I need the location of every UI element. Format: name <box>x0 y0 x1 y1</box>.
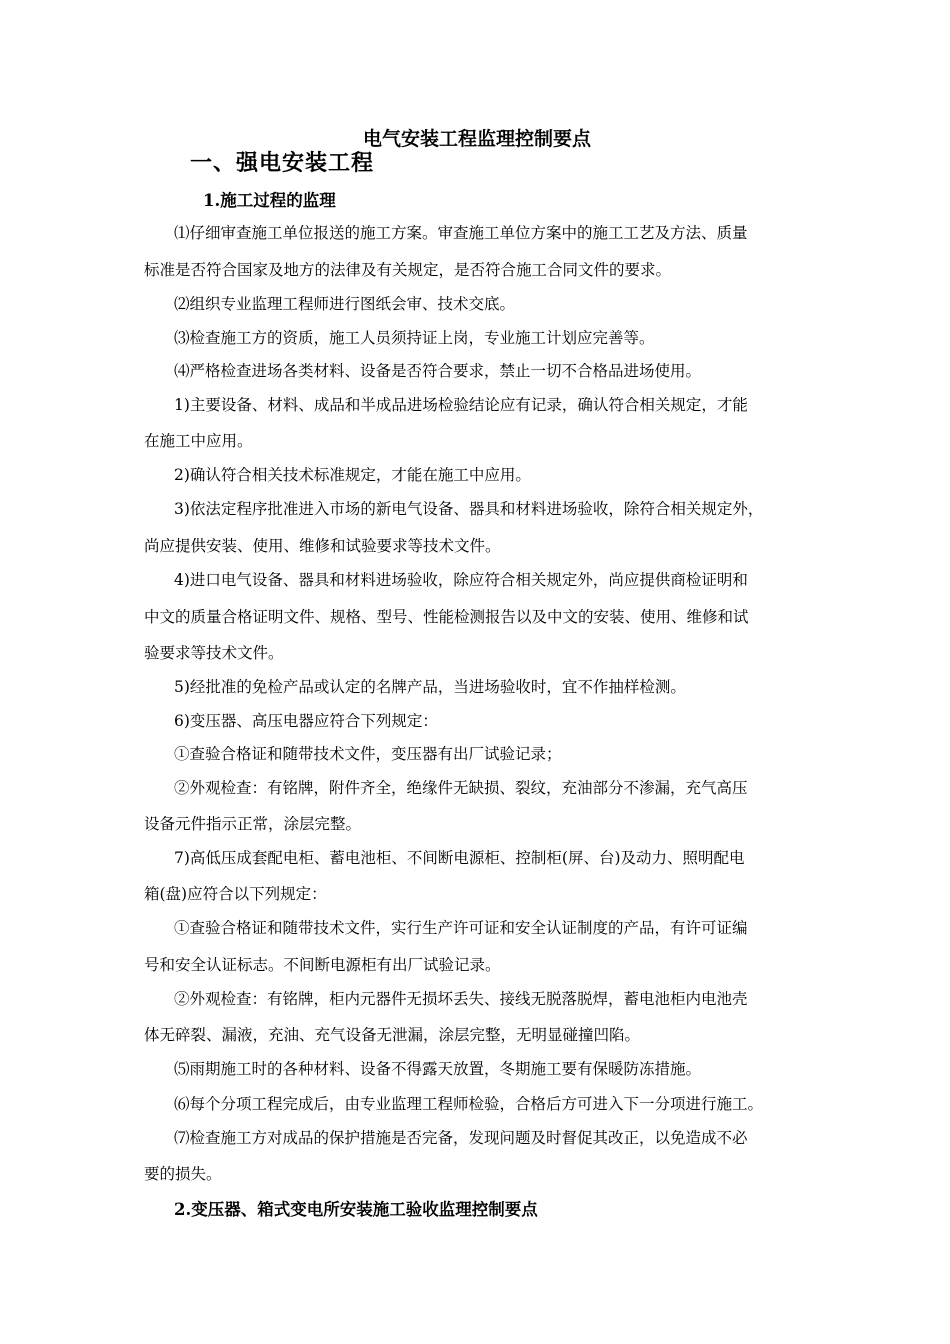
paragraph-line: ⑹每个分项工程完成后，由专业监理工程师检验，合格后方可进入下一分项进行施工。 <box>174 1095 764 1113</box>
paragraph-line: ①查验合格证和随带技术文件，变压器有出厂试验记录； <box>174 745 562 763</box>
paragraph-line: 1)主要设备、材料、成品和半成品进场检验结论应有记录，确认符合相关规定，才能 <box>174 396 748 414</box>
paragraph-line: ⑷严格检查进场各类材料、设备是否符合要求，禁止一切不合格品进场使用。 <box>174 362 702 380</box>
section-heading: 一、强电安装工程 <box>190 150 375 176</box>
paragraph-line: 2)确认符合相关技术标准规定，才能在施工中应用。 <box>174 466 531 484</box>
paragraph-line: 尚应提供安装、使用、维修和试验要求等技术文件。 <box>144 537 501 555</box>
paragraph-line: 验要求等技术文件。 <box>144 644 284 662</box>
document-title: 电气安装工程监理控制要点 <box>363 128 592 150</box>
paragraph-line: 要的损失。 <box>144 1165 222 1183</box>
paragraph-line: ⑶检查施工方的资质，施工人员须持证上岗，专业施工计划应完善等。 <box>174 329 655 347</box>
paragraph-line: ②外观检查：有铭牌，附件齐全，绝缘件无缺损、裂纹，充油部分不渗漏，充气高压 <box>174 779 748 797</box>
paragraph-line: ②外观检查：有铭牌，柜内元器件无损坏丢失、接线无脱落脱焊，蓄电池柜内电池壳 <box>174 990 748 1008</box>
paragraph-line: 中文的质量合格证明文件、规格、型号、性能检测报告以及中文的安装、使用、维修和试 <box>144 608 749 626</box>
paragraph-line: ⑵组织专业监理工程师进行图纸会审、技术交底。 <box>174 295 516 313</box>
paragraph-line: 3)依法定程序批准进入市场的新电气设备、器具和材料进场验收，除符合相关规定外， <box>174 500 764 518</box>
paragraph-line: 7)高低压成套配电柜、蓄电池柜、不间断电源柜、控制柜(屏、台)及动力、照明配电 <box>174 849 745 867</box>
paragraph-line: ①查验合格证和随带技术文件，实行生产许可证和安全认证制度的产品，有许可证编 <box>174 919 748 937</box>
paragraph-line: ⑴仔细审查施工单位报送的施工方案。审查施工单位方案中的施工工艺及方法、质量 <box>174 224 748 242</box>
paragraph-line: ⑸雨期施工时的各种材料、设备不得露天放置，冬期施工要有保暖防冻措施。 <box>174 1060 702 1078</box>
paragraph-line: 4)进口电气设备、器具和材料进场验收，除应符合相关规定外，尚应提供商检证明和 <box>174 571 748 589</box>
paragraph-line: 箱(盘)应符合以下列规定： <box>144 885 327 903</box>
paragraph-line: ⑺检查施工方对成品的保护措施是否完备，发现问题及时督促其改正，以免造成不必 <box>174 1129 748 1147</box>
paragraph-line: 设备元件指示正常，涂层完整。 <box>144 815 362 833</box>
paragraph-line: 6)变压器、高压电器应符合下列规定： <box>174 712 438 730</box>
paragraph-line: 号和安全认证标志。不间断电源柜有出厂试验记录。 <box>144 956 501 974</box>
subsection-heading-2: 2.变压器、箱式变电所安装施工验收监理控制要点 <box>174 1200 538 1219</box>
paragraph-line: 5)经批准的免检产品或认定的名牌产品，当进场验收时，宜不作抽样检测。 <box>174 678 686 696</box>
paragraph-line: 在施工中应用。 <box>144 432 253 450</box>
subsection-heading-1: 1.施工过程的监理 <box>203 191 336 210</box>
paragraph-line: 体无碎裂、漏液，充油、充气设备无泄漏，涂层完整，无明显碰撞凹陷。 <box>144 1026 641 1044</box>
paragraph-line: 标准是否符合国家及地方的法律及有关规定，是否符合施工合同文件的要求。 <box>144 261 672 279</box>
